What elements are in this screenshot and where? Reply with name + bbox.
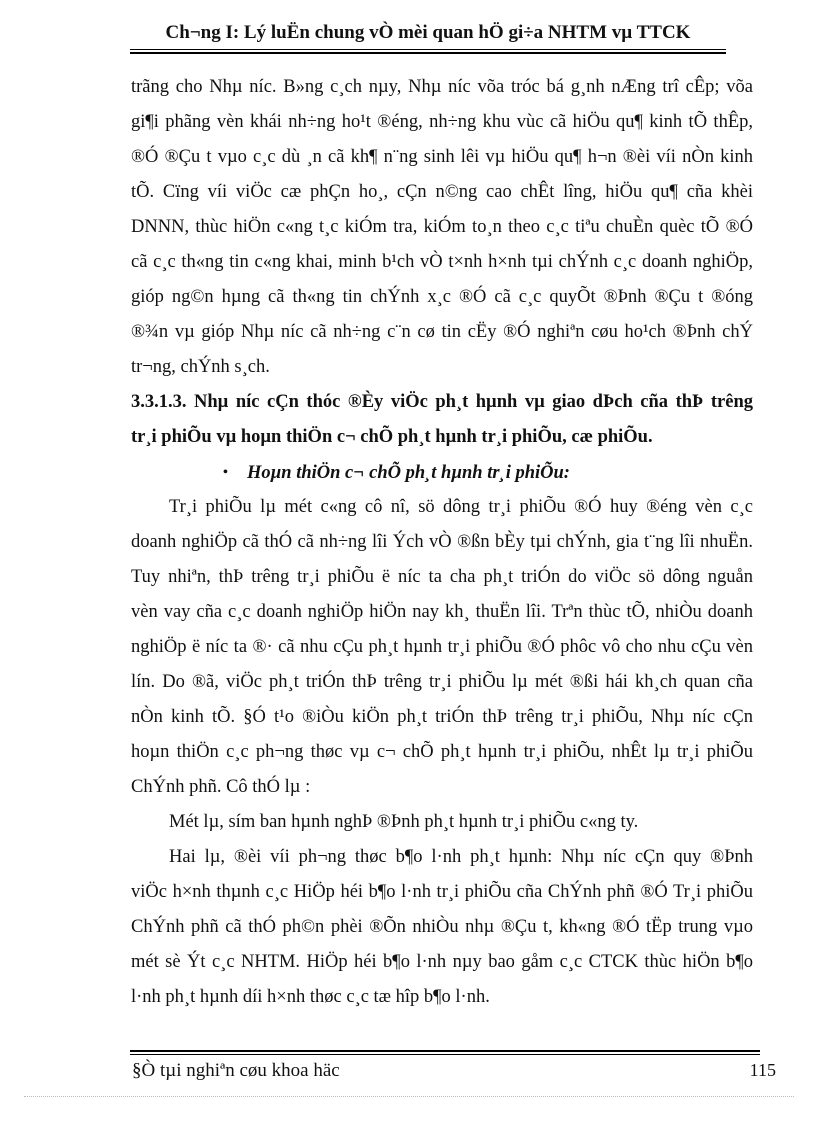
bullet-subheading — [131, 455, 753, 490]
footer-rule-thick — [130, 1050, 760, 1052]
text-line: vèn vay cña c¸c doanh nghiÖp hiÖn nay kh¸ thuËn lîi. Trªn thùc tÕ, nhiÒu doanh — [131, 602, 753, 622]
text-line: DNNN, thùc hiÖn c«ng t¸c kiÓm tra, kiÓm to¸n theo c¸c tiªu chuÈn quèc tÕ ®Ó — [131, 217, 753, 237]
paragraph-3 — [131, 805, 753, 840]
footer-title: §Ò tµi nghiªn cøu khoa häc — [132, 1060, 340, 1081]
paragraph-2 — [131, 490, 753, 805]
heading-line: tr¸i phiÕu vµ hoµn thiÖn c¬ chÕ ph¸t hµnh tr¸i phiÕu, cæ phiÕu. — [131, 427, 653, 447]
bullet-icon: • — [223, 465, 228, 480]
page-header-title: Ch¬ng I: Lý luËn chung vÒ mèi quan hÖ gi÷a NHTM vµ TTCK — [165, 22, 691, 43]
text-line: l·nh ph¸t hµnh díi h×nh thøc c¸c tæ hîp b¶o l·nh. — [131, 987, 490, 1007]
text-line: ChÝnh phñ. Cô thÓ lµ : — [131, 777, 311, 797]
text-line: tÕ. Cïng víi viÖc cæ phÇn ho¸, cÇn n©ng cao chÊt lîng, hiÖu qu¶ cña khèi — [131, 182, 753, 202]
text-line: Mét lµ, sím ban hµnh nghÞ ®Þnh ph¸t hµnh tr¸i phiÕu c«ng ty. — [169, 812, 639, 832]
text-line: gióp ng©n hµng cã th«ng tin chÝnh x¸c ®Ó cã c¸c quyÕt ®Þnh ®Çu t ®óng — [131, 287, 753, 307]
header-rule-thin — [130, 49, 726, 50]
text-line: ®Ó ®Çu t vµo c¸c dù ¸n cã kh¶ n¨ng sinh lêi vµ hiÖu qu¶ h¬n ®èi víi nÒn kinh — [131, 147, 753, 167]
text-line: trãng cho Nhµ níc. B»ng c¸ch nµy, Nhµ níc võa tróc bá g¸nh nÆng trî cÊp; võa — [131, 77, 753, 97]
text-line: nÒn kinh tÕ. §Ó t¹o ®iÒu kiÖn ph¸t triÓn thÞ trêng tr¸i phiÕu, Nhµ níc cÇn — [131, 707, 753, 727]
page-number: 115 — [749, 1060, 776, 1080]
text-line: gi¶i phãng vèn khái nh÷ng ho¹t ®éng, nh÷ng khu vùc cã hiÖu qu¶ kinh tÕ thÊp, — [131, 112, 753, 132]
text-line: Hai lµ, ®èi víi ph¬ng thøc b¶o l·nh ph¸t hµnh: Nhµ níc cÇn quy ®Þnh — [169, 847, 753, 867]
page-edge-dotted-line — [24, 1096, 794, 1097]
header-rule-thick — [130, 52, 726, 54]
text-line: viÖc h×nh thµnh c¸c HiÖp héi b¶o l·nh tr¸i phiÕu cña ChÝnh phñ ®Ó Tr¸i phiÕu — [131, 882, 753, 902]
text-line: cã c¸c th«ng tin c«ng khai, minh b¹ch vÒ t×nh h×nh tµi chÝnh c¸c doanh nghiÖp, — [131, 252, 753, 272]
paragraph-4 — [131, 840, 753, 1015]
page-body — [131, 70, 753, 1015]
text-line: ChÝnh phñ cã thÓ ph©n phèi ®Õn nhiÒu nhµ ®Çu t, kh«ng ®Ó tËp trung vµo — [131, 917, 753, 937]
paragraph-1 — [131, 70, 753, 385]
text-line: tr¬ng, chÝnh s¸ch. — [131, 357, 270, 377]
text-line: lín. Do ®ã, viÖc ph¸t triÓn thÞ trêng tr¸i phiÕu lµ mét ®ßi hái kh¸ch quan cña — [131, 672, 753, 692]
text-line: hoµn thiÖn c¸c ph¬ng thøc vµ c¬ chÕ ph¸t hµnh tr¸i phiÕu, nhÊt lµ tr¸i phiÕu — [131, 742, 753, 762]
footer-rule-thin — [130, 1054, 760, 1055]
bullet-text: Hoµn thiÖn c¬ chÕ ph¸t hµnh tr¸i phiÕu: — [247, 463, 570, 483]
text-line: Tr¸i phiÕu lµ mét c«ng cô nî, sö dông tr¸i phiÕu ®Ó huy ®éng vèn c¸c — [169, 497, 753, 517]
text-line: Tuy nhiªn, thÞ trêng tr¸i phiÕu ë níc ta cha ph¸t triÓn do viÖc sö dông nguån — [131, 567, 753, 587]
text-line: nghiÖp ë níc ta ®· cã nhu cÇu ph¸t hµnh tr¸i phiÕu ®Ó phôc vô cho nhu cÇu vèn — [131, 637, 753, 657]
text-line: ®¾n vµ gióp Nhµ níc cã nh÷ng c¨n cø tin cËy ®Ó nghiªn cøu ho¹ch ®Þnh chÝ — [131, 322, 753, 342]
text-line: doanh nghiÖp cã thÓ cã nh÷ng lîi Ých vÒ ®ßn bÈy tµi chÝnh, gia t¨ng lîi nhuËn. — [131, 532, 753, 552]
heading-line: 3.3.1.3. Nhµ níc cÇn thóc ®Èy viÖc ph¸t hµnh vµ giao dÞch cña thÞ trêng — [131, 392, 753, 412]
text-line: mét sè Ýt c¸c NHTM. HiÖp héi b¶o l·nh nµy bao gåm c¸c CTCK thùc hiÖn b¶o — [131, 952, 753, 972]
section-heading — [131, 385, 753, 455]
